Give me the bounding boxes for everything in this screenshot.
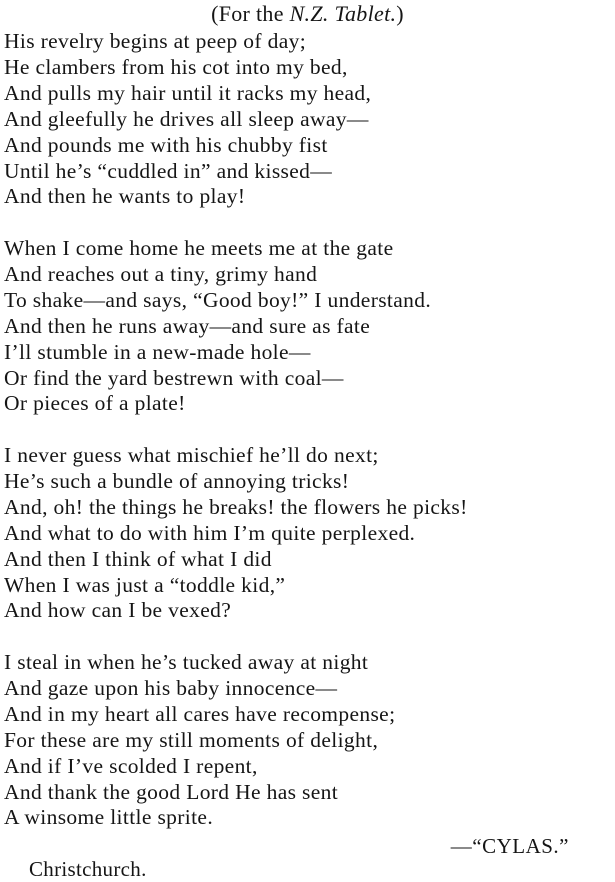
poem-line: And in my heart all cares have recompense; — [4, 701, 396, 726]
poem-line: And gleefully he drives all sleep away— — [4, 106, 369, 131]
poem-line: I never guess what mischief he’ll do next; — [4, 443, 379, 467]
header-open-paren: ( — [211, 1, 219, 26]
poem-line: Or pieces of a plate! — [4, 391, 186, 416]
poem-line: And then he runs away—and sure as fate — [4, 313, 371, 338]
poem-line: And then he wants to play! — [4, 184, 246, 209]
header-close-paren: ) — [396, 1, 404, 26]
stanza-2 — [4, 236, 431, 417]
place-name: Christchurch. — [29, 857, 147, 881]
poem-line: A winsome little sprite. — [4, 805, 214, 830]
poem-line: Or find the yard bestrewn with coal— — [4, 365, 344, 390]
poem-line: And then I think of what I did — [4, 546, 272, 571]
header-prefix: For the — [218, 1, 290, 26]
poem-line: When I was just a “toddle kid,” — [4, 572, 286, 597]
poem-line: And pulls my hair until it racks my head, — [4, 80, 372, 105]
poem-line: And how can I be vexed? — [4, 598, 232, 623]
header-publication: N.Z. Tablet. — [289, 1, 397, 26]
poem-line: To shake—and says, “Good boy!” I understand. — [4, 287, 432, 312]
poem-line: For these are my still moments of delight, — [4, 727, 379, 752]
poem-line: And pounds me with his chubby fist — [4, 132, 328, 157]
poem-line: And gaze upon his baby innocence— — [4, 675, 338, 700]
stanza-3 — [4, 443, 468, 624]
poem-line: He clambers from his cot into my bed, — [4, 54, 348, 79]
poem-line: When I come home he meets me at the gate — [4, 236, 394, 260]
poem-line: And, oh! the things he breaks! the flowers he picks! — [4, 494, 468, 519]
poem-line: And thank the good Lord He has sent — [4, 779, 339, 804]
poem-line: He’s such a bundle of annoying tricks! — [4, 468, 350, 493]
poem-line: His revelry begins at peep of day; — [4, 29, 307, 53]
poem-line: I’ll stumble in a new-made hole— — [4, 339, 311, 364]
publication-header — [0, 1, 615, 27]
author-signature: —“CYLAS.” — [450, 834, 569, 858]
poem-line: Until he’s “cuddled in” and kissed— — [4, 158, 333, 183]
poem-line: And if I’ve scolded I repent, — [4, 753, 258, 778]
stanza-4 — [4, 650, 395, 831]
poem-line: And what to do with him I’m quite perplexed. — [4, 520, 416, 545]
stanza-1 — [4, 29, 371, 210]
poem-line: I steal in when he’s tucked away at night — [4, 650, 369, 674]
poem-line: And reaches out a tiny, grimy hand — [4, 261, 318, 286]
